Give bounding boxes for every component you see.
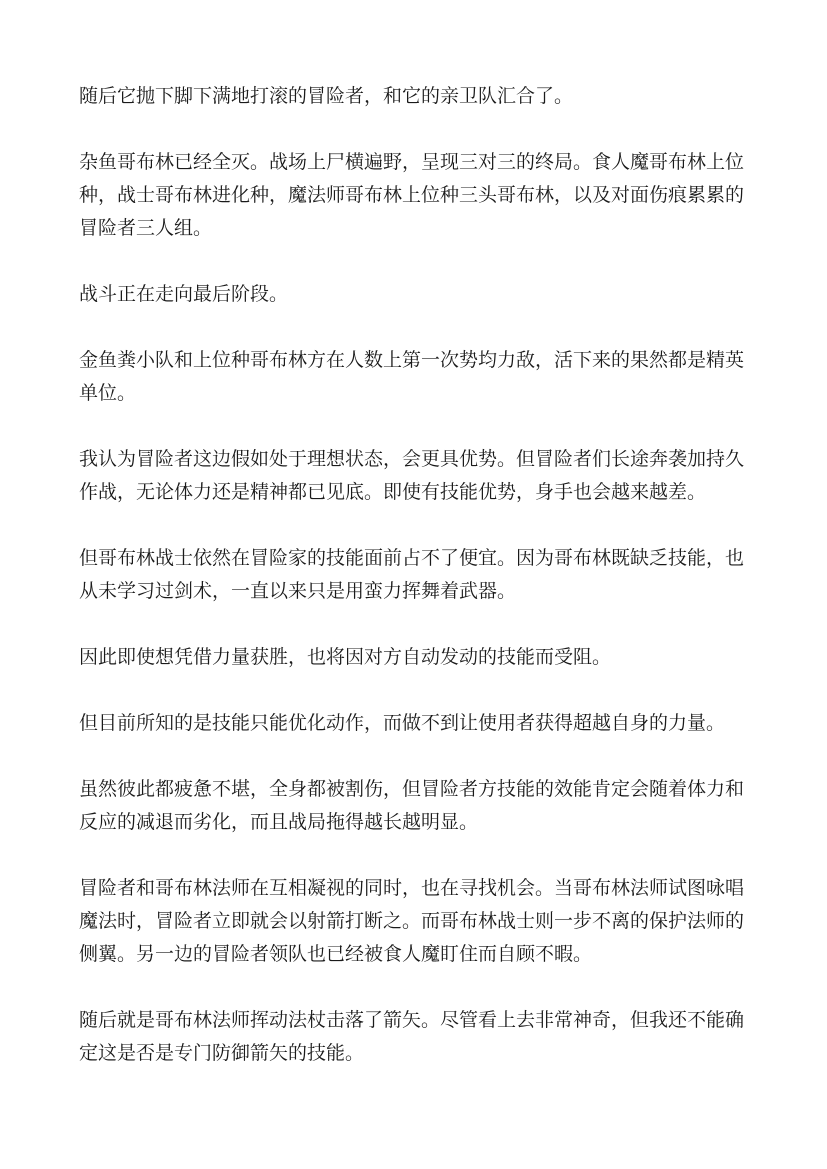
paragraph-4: 金鱼粪小队和上位种哥布林方在人数上第一次势均力敌，活下来的果然都是精英单位。 (79, 349, 745, 404)
paragraph-7: 因此即使想凭借力量获胜，也将因对方自动发动的技能而受阻。 (79, 646, 612, 668)
paragraph-11: 随后就是哥布林法师挥动法杖击落了箭矢。尽管看上去非常神奇，但我还不能确定这是否是专门防御箭矢的技能。 (79, 1009, 745, 1064)
paragraph-2: 杂鱼哥布林已经全灭。战场上尸横遍野，呈现三对三的终局。食人魔哥布林上位种，战士哥布林进化种，魔法师哥布林上位种三头哥布林，以及对面伤痕累累的冒险者三人组。 (79, 151, 745, 239)
paragraph-10: 冒险者和哥布林法师在互相凝视的同时，也在寻找机会。当哥布林法师试图咏唱魔法时，冒险者立即就会以射箭打断之。而哥布林战士则一步不离的保护法师的侧翼。另一边的冒险者领队也已经被食人魔盯住而自顾不暇。 (79, 877, 745, 965)
paragraph-6: 但哥布林战士依然在冒险家的技能面前占不了便宜。因为哥布林既缺乏技能，也从未学习过剑术，一直以来只是用蛮力挥舞着武器。 (79, 547, 745, 602)
paragraph-5: 我认为冒险者这边假如处于理想状态，会更具优势。但冒险者们长途奔袭加持久作战，无论体力还是精神都已见底。即使有技能优势，身手也会越来越差。 (79, 448, 745, 503)
paragraph-9: 虽然彼此都疲惫不堪，全身都被割伤，但冒险者方技能的效能肯定会随着体力和反应的减退而劣化，而且战局拖得越长越明显。 (79, 778, 745, 833)
paragraph-1: 随后它抛下脚下满地打滚的冒险者，和它的亲卫队汇合了。 (79, 85, 574, 107)
paragraph-8: 但目前所知的是技能只能优化动作，而做不到让使用者获得超越自身的力量。 (79, 712, 726, 734)
paragraph-3: 战斗正在走向最后阶段。 (79, 283, 289, 305)
